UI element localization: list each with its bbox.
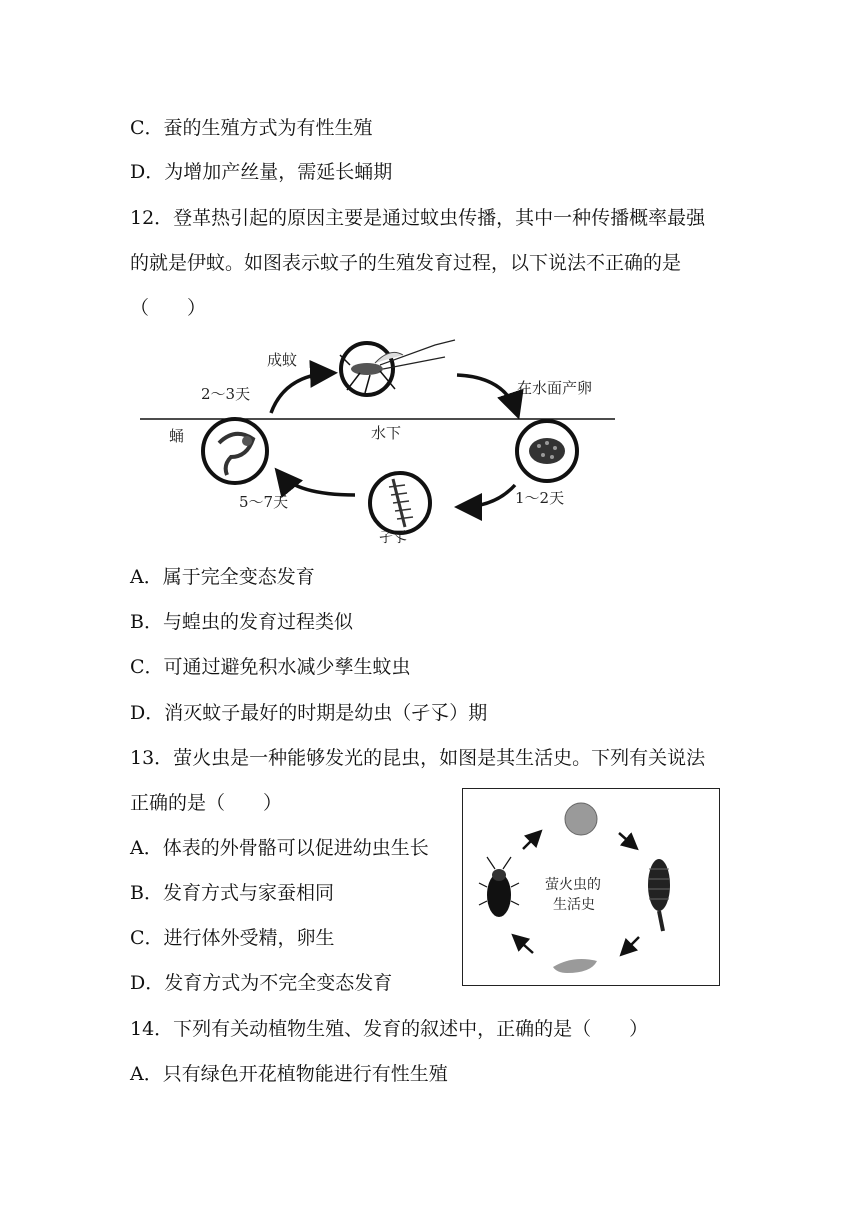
firefly-egg-icon xyxy=(565,803,597,835)
mosquito-life-cycle-diagram xyxy=(135,335,625,545)
q13-option-c: C．进行体外受精，卵生 xyxy=(130,927,335,949)
q11-option-c: C．蚕的生殖方式为有性生殖 xyxy=(130,117,373,139)
q13-stem-line-2: 正确的是（ ） xyxy=(130,792,283,814)
q12-stem-line-2: 的就是伊蚊。如图表示蚊子的生殖发育过程，以下说法不正确的是 xyxy=(130,252,682,274)
q14-option-a: A．只有绿色开花植物能进行有性生殖 xyxy=(130,1063,448,1085)
larva-to-pupa-days: 5～7天 xyxy=(239,493,289,511)
firefly-pupa-icon xyxy=(553,959,597,973)
larva-label: 孑孓 xyxy=(379,530,407,545)
egg-label: 在水面产卵 xyxy=(517,379,593,397)
egg-to-larva-days: 1～2天 xyxy=(515,489,565,507)
arrow-adult-to-egg xyxy=(523,833,539,849)
arrow-egg-to-larva xyxy=(461,485,515,507)
q13-option-a: A．体表的外骨骼可以促进幼虫生长 xyxy=(130,837,429,859)
underwater-label: 水下 xyxy=(371,424,402,442)
arrow-pupa-to-adult xyxy=(271,373,331,413)
arrow-adult-to-egg xyxy=(457,375,517,413)
q12-option-c: C．可通过避免积水减少孳生蚊虫 xyxy=(130,656,411,678)
arrow-pupa-to-adult xyxy=(515,937,533,953)
q12-stem-line-1: 12．登革热引起的原因主要是通过蚊虫传播，其中一种传播概率最强 xyxy=(130,207,706,229)
egg-stage xyxy=(517,421,577,481)
pupa-label: 蛹 xyxy=(169,427,185,445)
q12-option-d: D．消灭蚊子最好的时期是幼虫（孑孓）期 xyxy=(130,702,488,724)
q13-stem-line-1: 13．萤火虫是一种能够发光的昆虫，如图是其生活史。下列有关说法 xyxy=(130,747,706,769)
firefly-caption-line2: 生活史 xyxy=(553,897,595,913)
larva-stage xyxy=(370,473,430,533)
adult-mosquito-label: 成蚊 xyxy=(267,351,298,369)
q12-option-a: A．属于完全变态发育 xyxy=(130,566,315,588)
pupa-to-adult-days: 2～3天 xyxy=(201,385,251,403)
pupa-stage xyxy=(203,419,267,483)
arrow-egg-to-larva xyxy=(619,833,635,847)
arrow-larva-to-pupa xyxy=(623,937,639,953)
q12-option-b: B．与蝗虫的发育过程类似 xyxy=(130,611,353,633)
arrow-larva-to-pupa xyxy=(279,473,355,495)
q14-stem: 14．下列有关动植物生殖、发育的叙述中，正确的是（ ） xyxy=(130,1018,649,1040)
adult-mosquito-stage xyxy=(340,340,455,395)
q11-option-d: D．为增加产丝量，需延长蛹期 xyxy=(130,161,393,183)
q12-stem-line-3: （ ） xyxy=(130,297,207,319)
q13-option-d: D．发育方式为不完全变态发育 xyxy=(130,972,393,994)
firefly-caption-line1: 萤火虫的 xyxy=(545,877,601,893)
firefly-adult-icon xyxy=(479,857,519,917)
firefly-larva-icon xyxy=(648,859,670,931)
firefly-life-history-diagram xyxy=(462,788,720,986)
q13-option-b: B．发育方式与家蚕相同 xyxy=(130,882,334,904)
